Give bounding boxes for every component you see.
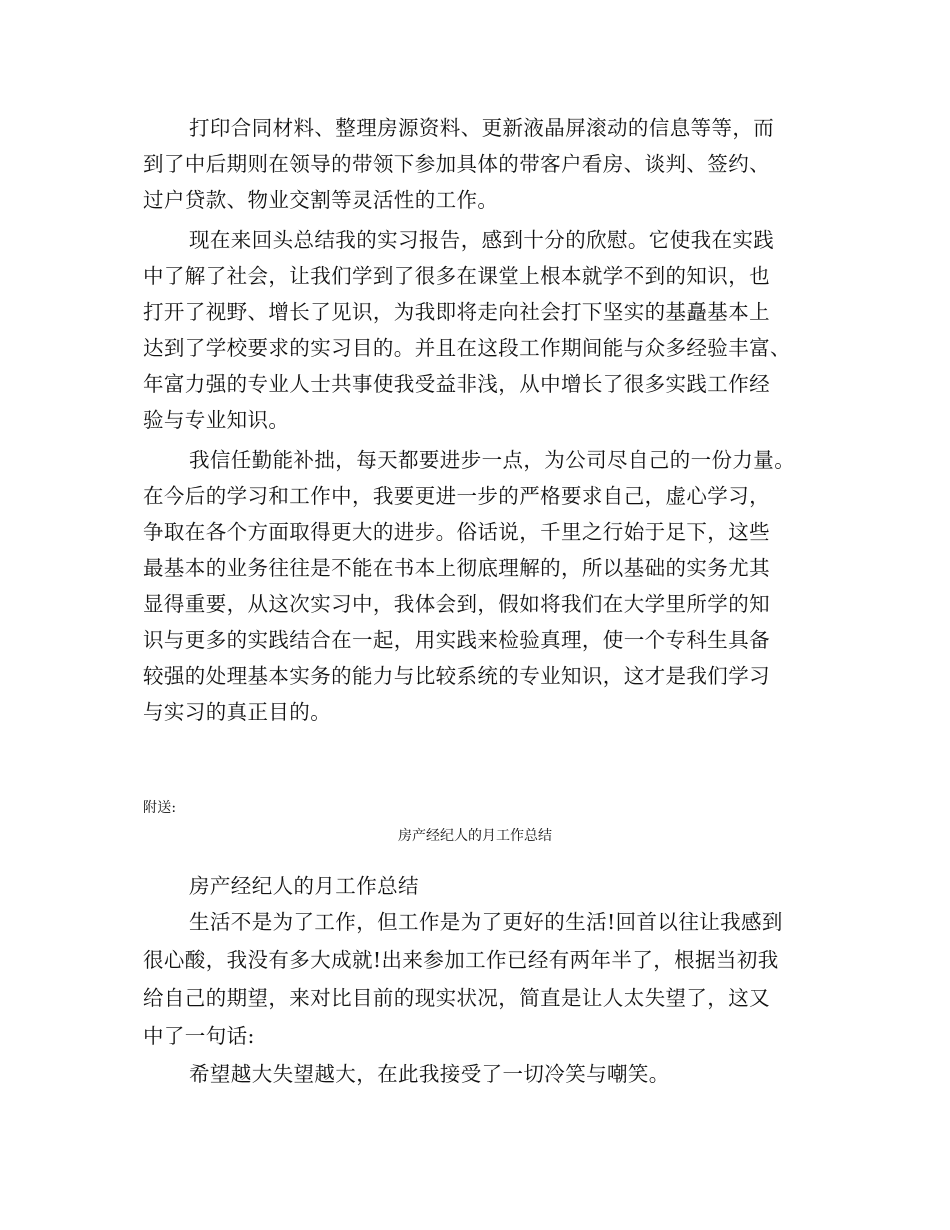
paragraph-line: 中了解了社会，让我们学到了很多在课堂上根本就学不到的知识，也 — [143, 264, 770, 288]
paragraph-line: 在今后的学习和工作中，我要更进一步的严格要求自己，虚心学习， — [143, 484, 770, 508]
paragraph-line: 我信任勤能补拙，每天都要进步一点，为公司尽自己的一份力量。 — [189, 448, 796, 472]
appendix-label: 附送: — [143, 800, 177, 816]
paragraph-line: 过户贷款、物业交割等灵活性的工作。 — [143, 188, 499, 212]
paragraph-line: 现在来回头总结我的实习报告，感到十分的欣慰。它使我在实践 — [189, 228, 775, 252]
appendix-title: 房产经纪人的月工作总结 — [398, 828, 552, 844]
section-heading: 房产经纪人的月工作总结 — [189, 874, 419, 898]
paragraph-line: 希望越大失望越大，在此我接受了一切冷笑与嘲笑。 — [189, 1062, 670, 1086]
paragraph-line: 年富力强的专业人士共事使我受益非浅，从中增长了很多实践工作经 — [143, 372, 770, 396]
paragraph-line: 较强的处理基本实务的能力与比较系统的专业知识，这才是我们学习 — [143, 664, 770, 688]
paragraph-line: 显得重要，从这次实习中，我体会到，假如将我们在大学里所学的知 — [143, 592, 770, 616]
paragraph-line: 验与专业知识。 — [143, 408, 290, 432]
paragraph-line: 生活不是为了工作，但工作是为了更好的生活!回首以往让我感到 — [189, 910, 783, 934]
paragraph-line: 打开了视野、增长了见识，为我即将走向社会打下坚实的基矗基本上 — [143, 300, 770, 324]
paragraph-line: 达到了学校要求的实习目的。并且在这段工作期间能与众多经验丰富、 — [143, 336, 791, 360]
paragraph-line: 很心酸，我没有多大成就!出来参加工作已经有两年半了，根据当初我 — [143, 948, 779, 972]
paragraph-line: 打印合同材料、整理房源资料、更新液晶屏滚动的信息等等，而 — [189, 116, 775, 140]
paragraph-line: 给自己的期望，来对比目前的现实状况，简直是让人太失望了，这又 — [143, 986, 770, 1010]
paragraph-line: 中了一句话: — [143, 1024, 255, 1048]
paragraph-line: 与实习的真正目的。 — [143, 700, 332, 724]
paragraph-line: 到了中后期则在领导的带领下参加具体的带客户看房、谈判、签约、 — [143, 152, 770, 176]
paragraph-line: 争取在各个方面取得更大的进步。俗话说，千里之行始于足下，这些 — [143, 520, 770, 544]
paragraph-line: 最基本的业务往往是不能在书本上彻底理解的，所以基础的实务尤其 — [143, 556, 770, 580]
paragraph-line: 识与更多的实践结合在一起，用实践来检验真理，使一个专科生具备 — [143, 628, 770, 652]
